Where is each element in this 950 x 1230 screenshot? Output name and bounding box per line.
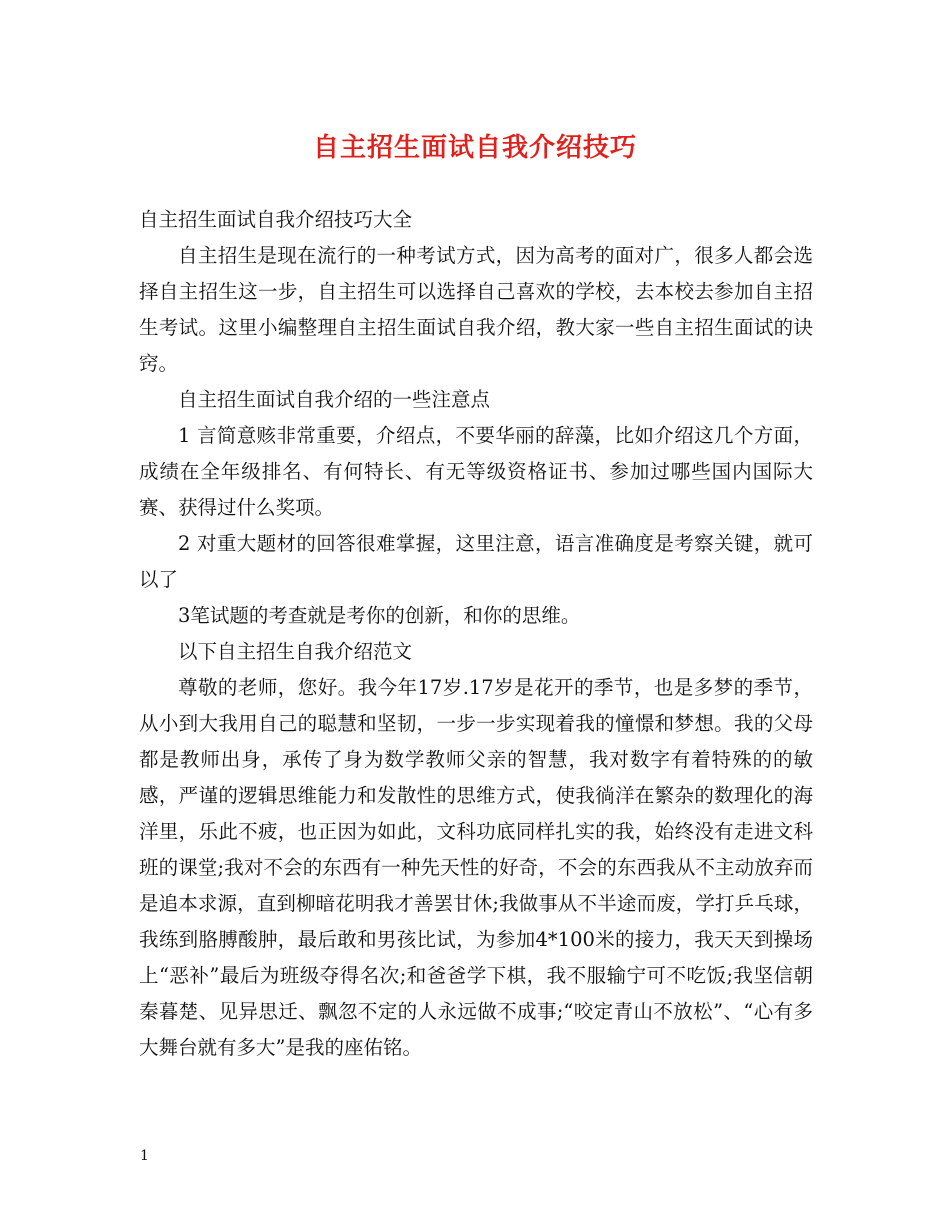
- page-number: 1: [140, 1148, 149, 1164]
- paragraph-subtitle: 自主招生面试自我介绍技巧大全: [139, 208, 413, 231]
- paragraph-sample-text: 尊敬的老师，您好。我今年17岁.17岁是花开的季节，也是多梦的季节，从小到大我用自己的聪慧和坚韧，一步一步实现着我的憧憬和梦想。我的父母都是教师出身，承传了身为数学教师父亲的智慧，我对数字有着特殊的的敏感，严谨的逻辑思维能力和发散性的思维方式，使我徜洋在繁杂的数理化的海洋里，乐此不疲，也正因为如此，文科功底同样扎实的我，始终没有走进文科班的课堂;我对不会的东西有一种先天性的好奇，不会的东西我从不主动放弃而是追本求源，直到柳暗花明我才善罢甘休;我做事从不半途而废，学打乒乓球，我练到胳膊酸肿，最后敢和男孩比试，为参加4*100米的接力，我天天到操场上“恶补”最后为班级夺得名次;和爸爸学下棋，我不服输宁可不吃饭;我坚信朝秦暮楚、见异思迁、飘忽不定的人永远做不成事;“咬定青山不放松”、“心有多大舞台就有多大”是我的座佑铭。: [139, 676, 813, 1059]
- document-title: 自主招生面试自我介绍技巧: [312, 133, 637, 163]
- paragraph-sample-heading: 以下自主招生自我介绍范文: [178, 640, 413, 663]
- paragraph-intro: 自主招生是现在流行的一种考试方式，因为高考的面对广，很多人都会选择自主招生这一步，自主招生可以选择自己喜欢的学校，去本校去参加自主招生考试。这里小编整理自主招生面试自我介绍，教大家一些自主招生面试的诀窍。: [139, 244, 813, 375]
- paragraph-note-1: 1 言简意赅非常重要，介绍点，不要华丽的辞藻，比如介绍这几个方面，成绩在全年级排名、有何特长、有无等级资格证书、参加过哪些国内国际大赛、获得过什么奖项。: [139, 424, 813, 519]
- paragraph-note-2: 2 对重大题材的回答很难掌握，这里注意，语言准确度是考察关键，就可以了: [139, 532, 813, 591]
- paragraph-note-3: 3笔试题的考查就是考你的创新，和你的思维。: [178, 604, 581, 627]
- paragraph-notes-heading: 自主招生面试自我介绍的一些注意点: [178, 388, 491, 411]
- document-body: [139, 202, 813, 1066]
